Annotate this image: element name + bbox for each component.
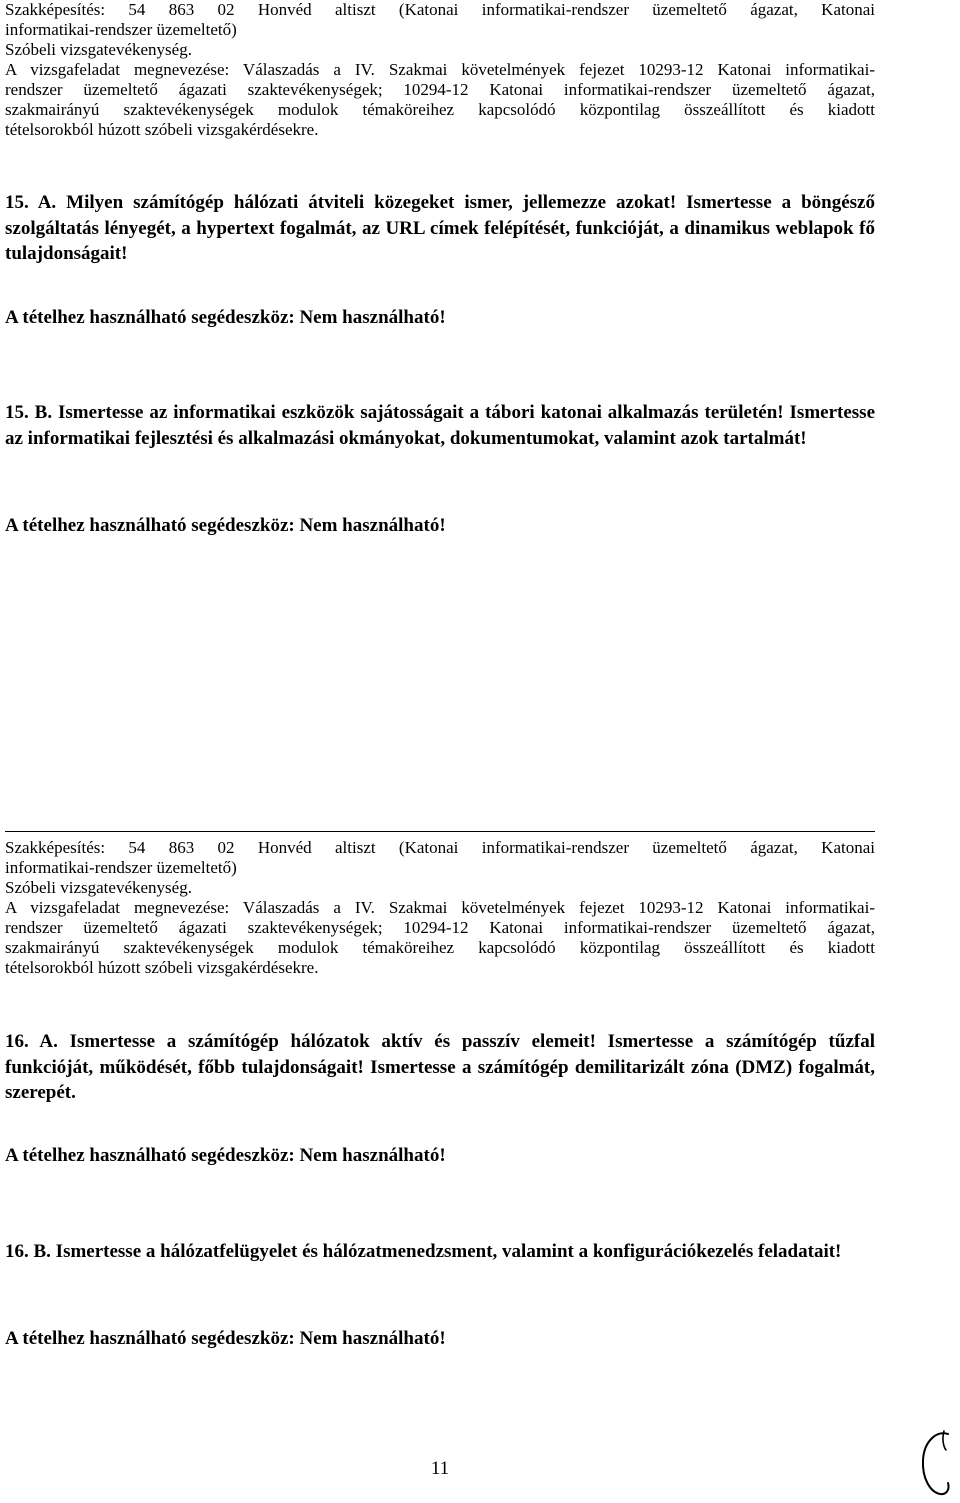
header-line-task-name-cont3: tételsorokból húzott szóbeli vizsgakérdésekre. — [5, 958, 319, 977]
header-line-task-name-cont1: rendszer üzemeltető ágazati szaktevékenységek; 10294-12 Katonai informatikai-rendszer üzemeltető ágazat, — [5, 918, 875, 937]
header-line-qualification-cont: informatikai-rendszer üzemeltető) — [5, 20, 237, 39]
page-header-second — [5, 838, 875, 978]
header-line-task-name-cont1: rendszer üzemeltető ágazati szaktevékenységek; 10294-12 Katonai informatikai-rendszer üzemeltető ágazat, — [5, 80, 875, 99]
signature-mark — [918, 1428, 956, 1500]
aid-note-15b: A tételhez használható segédeszköz: Nem használható! — [5, 515, 446, 536]
page-number: 11 — [430, 1458, 450, 1479]
header-line-qualification: Szakképesítés: 54 863 02 Honvéd altiszt (Katonai informatikai-rendszer üzemeltető ágazat, Katonai — [5, 0, 875, 19]
section-divider — [5, 831, 875, 832]
header-line-task-name-cont2: szakmairányú szaktevékenységek modulok témaköreihez kapcsolódó központilag összeállított és kiadott — [5, 100, 875, 119]
question-15b: 15. B. Ismertesse az informatikai eszközök sajátosságait a tábori katonai alkalmazás területén! Ismertesse az informatikai fejlesztési és alkalmazási okmányokat, dokumentumokat, valamint azok tartalmát! — [5, 402, 875, 449]
header-line-qualification-cont: informatikai-rendszer üzemeltető) — [5, 858, 237, 877]
page-header-top — [5, 0, 875, 140]
header-line-exam-type: Szóbeli vizsgatevékenység. — [5, 878, 192, 897]
aid-note-16b: A tételhez használható segédeszköz: Nem használható! — [5, 1328, 446, 1349]
question-15a: 15. A. Milyen számítógép hálózati átviteli közegeket ismer, jellemezze azokat! Ismertesse a böngésző szolgáltatás lényegét, a hypertext fogalmát, az URL címek felépítését, funkcióját, a dinamikus weblapok fő tulajdonságait! — [5, 192, 875, 264]
header-line-task-name-cont2: szakmairányú szaktevékenységek modulok témaköreihez kapcsolódó központilag összeállított és kiadott — [5, 938, 875, 957]
header-line-exam-type: Szóbeli vizsgatevékenység. — [5, 40, 192, 59]
header-line-task-name: A vizsgafeladat megnevezése: Válaszadás a IV. Szakmai követelmények fejezet 10293-12 Katonai informatikai- — [5, 898, 875, 917]
aid-note-16a: A tételhez használható segédeszköz: Nem használható! — [5, 1145, 446, 1166]
header-line-task-name: A vizsgafeladat megnevezése: Válaszadás a IV. Szakmai követelmények fejezet 10293-12 Katonai informatikai- — [5, 60, 875, 79]
header-line-qualification: Szakképesítés: 54 863 02 Honvéd altiszt (Katonai informatikai-rendszer üzemeltető ágazat, Katonai — [5, 838, 875, 857]
aid-note-15a: A tételhez használható segédeszköz: Nem használható! — [5, 307, 446, 328]
question-16a: 16. A. Ismertesse a számítógép hálózatok aktív és passzív elemeit! Ismertesse a számítógép tűzfal funkcióját, működését, főbb tulajdonságait! Ismertesse a számítógép demilitarizált zóna (DMZ) fogalmát, szerepét. — [5, 1031, 875, 1103]
header-line-task-name-cont3: tételsorokból húzott szóbeli vizsgakérdésekre. — [5, 120, 319, 139]
question-16b: 16. B. Ismertesse a hálózatfelügyelet és hálózatmenedzsment, valamint a konfigurációkezelés feladatait! — [5, 1241, 842, 1262]
